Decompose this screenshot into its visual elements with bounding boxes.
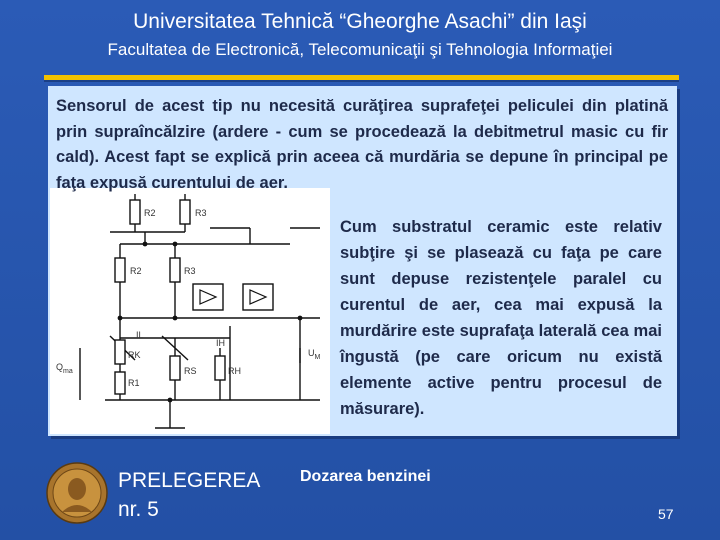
page-number: 57 (658, 506, 674, 522)
label-r2: R2 (130, 266, 142, 276)
resistor-rs (170, 356, 180, 380)
label-um-main: U (308, 348, 315, 358)
amplifier-1-box (193, 284, 223, 310)
resistor-r3-top (180, 200, 190, 224)
header-divider (44, 75, 679, 82)
label-um-sub: M (314, 354, 321, 361)
resistor-r1 (115, 372, 125, 394)
label-qm-sub: ma (63, 368, 73, 375)
university-title: Universitatea Tehnică “Gheorghe Asachi” din Iaşi (133, 10, 587, 33)
amplifier-2-box (243, 284, 273, 310)
label-r3: R3 (184, 266, 196, 276)
label-r1: R1 (128, 378, 140, 388)
resistor-r3 (170, 258, 180, 282)
resistor-r2-top (130, 200, 140, 224)
circuit-background (50, 188, 330, 434)
circuit-diagram (50, 188, 330, 434)
label-rs: RS (184, 366, 197, 376)
resistor-rk (115, 340, 125, 364)
label-r2-top: R2 (144, 208, 156, 218)
label-ih: IH (216, 338, 225, 348)
lecture-topic: Dozarea benzinei (300, 468, 431, 485)
resistor-rh (215, 356, 225, 380)
label-r3-top: R3 (195, 208, 207, 218)
faculty-subtitle: Facultatea de Electronică, Telecomunicaţii şi Tehnologia Informaţiei (107, 40, 613, 59)
label-rh: RH (228, 366, 241, 376)
label-rk: RK (128, 350, 141, 360)
lecture-label (118, 466, 260, 524)
lecture-number: nr. 5 (118, 498, 159, 521)
resistor-r2 (115, 258, 125, 282)
side-paragraph: Cum substratul ceramic este relativ subţire şi se plasează cu faţa pe care sunt depuse rezistenţele paralel cu curentul de aer, cea mai expusă la murdărire este suprafaţa laterală cea mai îngustă (pe care oricum nu există elemente active pentru procesul de măsurare). (340, 218, 662, 418)
label-qm-main: Q (56, 362, 64, 372)
main-paragraph: Sensorul de acest tip nu necesită curăţirea suprafeţei peliculei din platină prin supraîncălzire (ardere - cum se procedează la debitmetrul masic cu fir cald). Acest fapt se explică prin aceea că murdăria se depune în principal pe faţa expusă curentului de aer. (56, 97, 668, 192)
university-medal-logo (46, 462, 108, 524)
label-il: IL (136, 330, 144, 340)
lecture-title: PRELEGEREA (118, 469, 261, 492)
